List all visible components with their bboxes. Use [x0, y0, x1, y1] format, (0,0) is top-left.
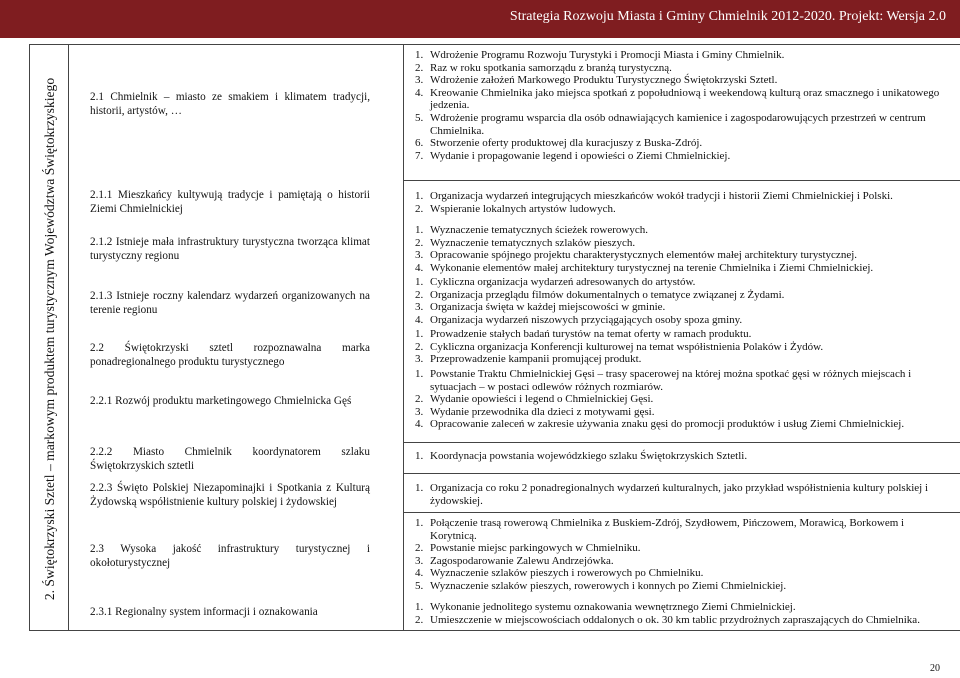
action-item: 4. Kreowanie Chmielnika jako miejsca spotkań z popołudniową i weekendową kulturą oraz smacznego i unikatowego jedzenia.: [415, 86, 940, 112]
action-list: [404, 190, 949, 215]
goal-item: 2.3.1 Regionalny system informacji i oznakowania: [90, 606, 318, 618]
goal-item: 2.1 Chmielnik – miasto ze smakiem i klimatem tradycji, historii, artystów, …: [90, 91, 370, 117]
goal-item: 2.1.3 Istnieje roczny kalendarz wydarzeń organizowanych na terenie regionu: [90, 290, 370, 316]
row-separator: [404, 442, 960, 443]
actions-column: [403, 44, 960, 631]
action-item: 2. Wydanie opowieści i legend o Chmielnickiej Gęsi.: [415, 393, 654, 406]
action-list: [404, 601, 949, 626]
action-item: 2. Powstanie miejsc parkingowych w Chmielniku.: [415, 542, 641, 555]
action-list: [404, 368, 949, 431]
action-item: 4. Opracowanie zaleceń w zakresie używania znaku gęsi do promocji produktów i usług Ziemi Chmielnickiej.: [415, 418, 905, 431]
vertical-heading-cell: [29, 44, 69, 631]
action-item: 2. Umieszczenie w miejscowościach oddalonych o ok. 30 km tablic przydrożnych zapraszających do Chmielnika.: [415, 613, 920, 626]
goal-item: 2.3 Wysoka jakość infrastruktury turystycznej i okołoturystycznej: [90, 543, 370, 569]
goal-item: 2.2.2 Miasto Chmielnik koordynatorem szlaku Świętokrzyskich sztetli: [90, 446, 370, 472]
goal-item: 2.2.3 Święto Polskiej Niezapominajki i Spotkania z Kulturą Żydowską współistnienie kultury polskiej i żydowskiej: [90, 482, 370, 508]
action-item: 1. Koordynacja powstania wojewódzkiego szlaku Świętokrzyskich Sztetli.: [415, 450, 748, 462]
action-item: 3. Organizacja święta w każdej miejscowości w gminie.: [415, 301, 666, 314]
action-item: 1. Cykliczna organizacja wydarzeń adresowanych do artystów.: [415, 276, 696, 288]
strategy-table: [29, 44, 960, 631]
action-list: [404, 482, 949, 507]
row-separator: [404, 512, 960, 513]
goal-item: 2.1.2 Istnieje mała infrastruktury turystyczna tworząca klimat turystyczny regionu: [90, 236, 370, 262]
goal-item: 2.2.1 Rozwój produktu marketingowego Chmielnicka Gęś: [90, 395, 352, 407]
action-item: 3. Przeprowadzenie kampanii promującej produkt.: [415, 353, 642, 366]
action-list: [404, 517, 949, 593]
action-item: 3. Wydanie przewodnika dla dzieci z motywami gęsi.: [415, 405, 655, 418]
action-item: 3. Zagospodarowanie Zalewu Andrzejówka.: [415, 554, 614, 567]
action-item: 1. Powstanie Traktu Chmielnickiej Gęsi – trasy spacerowej na której można spotkać gęsi w różnych miejscach i sytuacjach – w postaci odlewów różnych rozmiarów.: [415, 368, 912, 393]
action-item: 1. Wdrożenie Programu Rozwoju Turystyki i Promocji Miasta i Gminy Chmielnik.: [415, 49, 785, 61]
header-title: Strategia Rozwoju Miasta i Gminy Chmielnik 2012-2020. Projekt: Wersja 2.0: [509, 9, 946, 24]
vertical-heading: 2. Świętokrzyski Sztetl – markowym produktem turystycznym Województwa Świętokrzyskiego: [42, 77, 57, 601]
action-item: 1. Prowadzenie stałych badań turystów na temat oferty w ramach produktu.: [415, 328, 752, 340]
action-item: 1. Połączenie trasą rowerową Chmielnika z Buskiem-Zdrój, Szydłowem, Pińczowem, Morawicą, Borkowem i Korytnicą.: [415, 517, 905, 542]
goals-column: [69, 44, 403, 631]
row-separator: [404, 180, 960, 181]
action-item: 1. Organizacja wydarzeń integrujących mieszkańców wokół tradycji i historii Ziemi Chmielnickiej i Polski.: [415, 190, 893, 202]
action-item: 4. Wykonanie elementów małej architektury turystycznej na terenie Chmielnika i Ziemi Chmielnickiej.: [415, 261, 874, 274]
page-number: 20: [930, 663, 940, 674]
action-item: 4. Wyznaczenie szlaków pieszych i rowerowych po Chmielniku.: [415, 567, 704, 580]
action-item: 2. Wyznaczenie tematycznych szlaków pieszych.: [415, 236, 636, 249]
action-item: 2. Wspieranie lokalnych artystów ludowych.: [415, 202, 616, 215]
action-list: [404, 49, 949, 162]
document-header: [0, 0, 960, 38]
goal-item: 2.1.1 Mieszkańcy kultywują tradycje i pamiętają o historii Ziemi Chmielnickiej: [90, 189, 370, 215]
action-item: 3. Wdrożenie założeń Markowego Produktu Turystycznego Świętokrzyski Sztetl.: [415, 74, 778, 87]
action-item: 2. Raz w roku spotkania samorządu z branżą turystyczną.: [415, 61, 672, 74]
action-item: 4. Organizacja wydarzeń niszowych przyciągających osoby spoza gminy.: [415, 313, 743, 326]
goal-item: 2.2 Świętokrzyski sztetl rozpoznawalna marka ponadregionalnego produktu turystycznego: [90, 342, 370, 368]
action-item: 6. Stworzenie oferty produktowej dla kuracjuszy z Buska-Zdrój.: [415, 137, 703, 150]
action-item: 1. Organizacja co roku 2 ponadregionalnych wydarzeń kulturalnych, jako przykład współistnienia kultury polskiej i żydowskiej.: [415, 482, 929, 507]
action-list: [404, 328, 949, 366]
action-item: 2. Cykliczna organizacja Konferencji kulturowej na temat współistnienia Polaków i Żydów.: [415, 340, 824, 353]
action-item: 1. Wykonanie jednolitego systemu oznakowania wewnętrznego Ziemi Chmielnickiej.: [415, 601, 796, 613]
action-item: 7. Wydanie i propagowanie legend i opowieści o Ziemi Chmielnickiej.: [415, 149, 731, 162]
action-list: [404, 224, 949, 274]
action-list: [404, 450, 949, 463]
action-item: 5. Wdrożenie programu wsparcia dla osób odnawiających kamienice i zagospodarowujących przestrzeń w centrum Chmielnika.: [415, 111, 926, 137]
action-item: 5. Wyznaczenie szlaków pieszych, rowerowych i konnych po Ziemi Chmielnickiej.: [415, 579, 787, 592]
action-item: 2. Organizacja przeglądu filmów dokumentalnych o tematyce związanej z Żydami.: [415, 288, 785, 301]
action-item: 3. Opracowanie spójnego projektu charakterystycznych elementów małej architektury turystycznej.: [415, 249, 858, 262]
row-separator: [404, 473, 960, 474]
action-list: [404, 276, 949, 326]
action-item: 1. Wyznaczenie tematycznych ścieżek rowerowych.: [415, 224, 648, 236]
